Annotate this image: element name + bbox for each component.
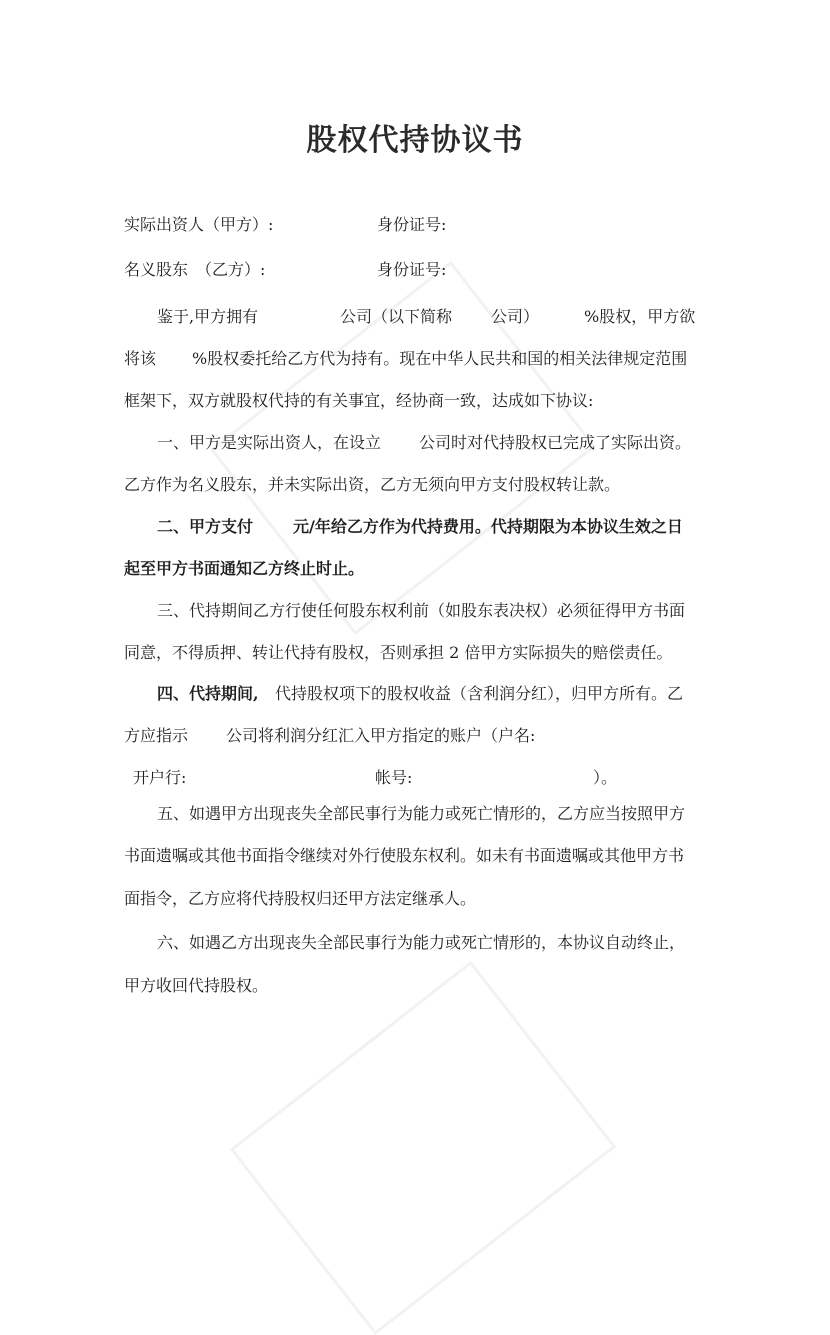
party-b-id-label: 身份证号: bbox=[377, 260, 447, 279]
clause-6-text: 六、如遇乙方出现丧失全部民事行为能力或死亡情形的，本协议自动终止， bbox=[157, 933, 686, 952]
clause-2-text: 二、甲方支付 bbox=[157, 517, 254, 536]
clause-4-text: 公司将利润分红汇入甲方指定的账户（户名: bbox=[226, 726, 536, 745]
party-a-id-label: 身份证号: bbox=[377, 215, 447, 234]
bank-label: 开户行: bbox=[133, 768, 187, 787]
clause-4-text: 方应指示 bbox=[124, 726, 189, 745]
preamble-text: 将该 bbox=[124, 349, 157, 368]
party-b-label: 名义股东 （乙方）: bbox=[124, 260, 266, 279]
clause-5-text: 五、如遇甲方出现丧失全部民事行为能力或死亡情形的，乙方应当按照甲方 bbox=[157, 804, 686, 823]
preamble-text: 框架下，双方就股权代持的有关事宜，经协商一致，达成如下协议: bbox=[124, 391, 594, 410]
clause-4-text: 代持股权项下的股权收益（含利润分红），归甲方所有。乙 bbox=[275, 684, 684, 703]
clause-3-text: 同意，不得质押、转让代持有股权，否则承担 2 倍甲方实际损失的赔偿责任。 bbox=[124, 643, 673, 662]
preamble-text: 鉴于,甲方拥有 bbox=[157, 307, 259, 326]
clause-1-text: 乙方作为名义股东，并未实际出资，乙方无须向甲方支付股权转让款。 bbox=[124, 475, 621, 494]
party-a-label: 实际出资人（甲方）: bbox=[124, 215, 274, 234]
clause-2-text: 起至甲方书面通知乙方终止时止。 bbox=[124, 559, 365, 578]
clause-5-text: 书面遗嘱或其他书面指令继续对外行使股东权利。如未有书面遗嘱或其他甲方书 bbox=[124, 846, 685, 865]
account-label: 帐号: bbox=[375, 768, 413, 787]
clause-5-text: 面指令，乙方应将代持股权归还甲方法定继承人。 bbox=[124, 889, 477, 908]
clause-1-text: 一、甲方是实际出资人，在设立 bbox=[157, 433, 382, 452]
preamble-text: 公司（以下简称 bbox=[340, 307, 453, 326]
preamble-text: %股权，甲方欲 bbox=[584, 307, 696, 326]
clause-4-text: ）。 bbox=[593, 768, 618, 787]
clause-3-text: 三、代持期间乙方行使任何股东权利前（如股东表决权）必须征得甲方书面 bbox=[157, 601, 686, 620]
watermark-stamp bbox=[230, 961, 616, 1335]
preamble-text: 公司） bbox=[491, 307, 540, 326]
clause-1-text: 公司时对代持股权已完成了实际出资。 bbox=[419, 433, 692, 452]
document-title: 股权代持协议书 bbox=[306, 123, 524, 158]
clause-2-text: 元/年给乙方作为代持费用。代持期限为本协议生效之日 bbox=[293, 517, 683, 536]
clause-4-heading: 四、代持期间, bbox=[157, 684, 259, 703]
clause-6-text: 甲方收回代持股权。 bbox=[124, 976, 269, 995]
preamble-text: %股权委托给乙方代为持有。现在中华人民共和国的相关法律规定范围 bbox=[192, 349, 688, 368]
